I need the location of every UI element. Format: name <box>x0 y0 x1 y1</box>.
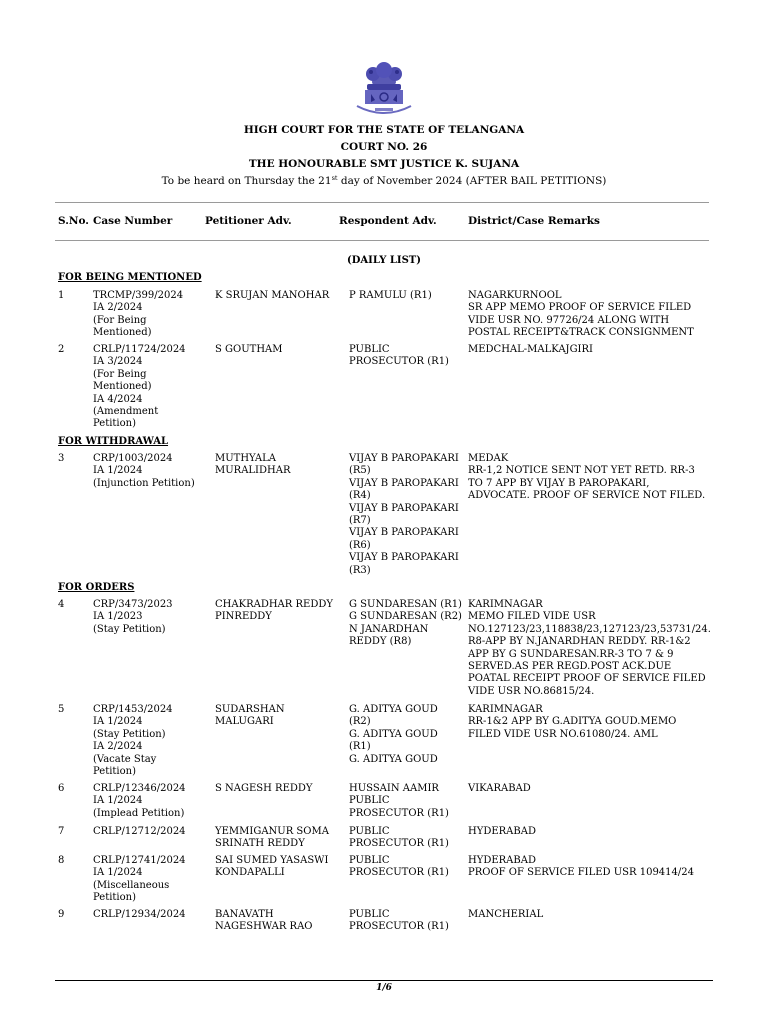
row-1-case: TRCMP/399/2024 IA 2/2024 (For Being Mentioned) <box>93 290 184 339</box>
row-1-respondent: P RAMULU (R1) <box>349 290 432 301</box>
row-6-petitioner: S NAGESH REDDY <box>215 783 313 794</box>
row-3-petitioner: MUTHYALA MURALIDHAR <box>215 453 291 477</box>
row-8-sno: 8 <box>58 855 65 866</box>
row-1-remarks: NAGARKURNOOL SR APP MEMO PROOF OF SERVICE FILED VIDE USR NO. 97726/24 ALONG WITH POSTAL RECEIPT&TRACK CONSIGNMENT <box>468 290 694 339</box>
row-5-remarks: KARIMNAGAR RR-1&2 APP BY G.ADITYA GOUD.MEMO FILED VIDE USR NO.61080/24. AML <box>468 704 677 740</box>
row-6-case: CRLP/12346/2024 IA 1/2024 (Implead Petition) <box>93 783 186 819</box>
row-7-sno: 7 <box>58 826 65 837</box>
hearing-suffix: day of November 2024 (AFTER BAIL PETITIONS) <box>337 175 607 187</box>
row-8-respondent: PUBLIC PROSECUTOR (R1) <box>349 855 449 879</box>
row-2-sno: 2 <box>58 344 65 355</box>
row-1-sno: 1 <box>58 290 65 301</box>
row-3-remarks: MEDAK RR-1,2 NOTICE SENT NOT YET RETD. RR-3 TO 7 APP BY VIJAY B PAROPAKARI, ADVOCATE. PROOF OF SERVICE NOT FILED. <box>468 453 706 502</box>
list-type: (DAILY LIST) <box>347 255 421 266</box>
court-number: COURT NO. 26 <box>340 141 428 153</box>
row-7-respondent: PUBLIC PROSECUTOR (R1) <box>349 826 449 850</box>
page-number: 1/6 <box>376 983 392 993</box>
header-top-rule <box>55 202 709 203</box>
row-4-petitioner: CHAKRADHAR REDDY PINREDDY <box>215 599 333 623</box>
header-bottom-rule <box>55 240 709 241</box>
row-4-respondent: G SUNDARESAN (R1) G SUNDARESAN (R2) N JANARDHAN REDDY (R8) <box>349 599 462 648</box>
column-petitioner: Petitioner Adv. <box>205 215 292 227</box>
row-9-remarks: MANCHERIAL <box>468 909 544 920</box>
row-3-sno: 3 <box>58 453 65 464</box>
row-7-case: CRLP/12712/2024 <box>93 826 186 837</box>
section-orders: FOR ORDERS <box>58 582 135 593</box>
row-9-case: CRLP/12934/2024 <box>93 909 186 920</box>
row-9-respondent: PUBLIC PROSECUTOR (R1) <box>349 909 449 933</box>
hearing-prefix: To be heard on Thursday the 21 <box>161 175 332 187</box>
column-remarks: District/Case Remarks <box>468 215 600 227</box>
row-4-remarks: KARIMNAGAR MEMO FILED VIDE USR NO.127123/23,118838/23,127123/23,53731/24. R8-APP BY N.JANARDHAN REDDY. RR-1&2 APP BY G SUNDARESAN.RR-3 TO 7 & 9 SERVED.AS PER REGD.POST ACK.DUE POATAL RECEIPT PROOF OF SERVICE FILED VIDE USR NO.86815/24. <box>468 599 711 697</box>
row-6-sno: 6 <box>58 783 65 794</box>
hearing-date <box>0 175 768 187</box>
row-3-case: CRP/1003/2024 IA 1/2024 (Injunction Petition) <box>93 453 195 489</box>
row-2-petitioner: S GOUTHAM <box>215 344 283 355</box>
court-name: HIGH COURT FOR THE STATE OF TELANGANA <box>243 124 525 136</box>
footer-rule <box>55 980 713 981</box>
row-2-respondent: PUBLIC PROSECUTOR (R1) <box>349 344 449 368</box>
row-7-remarks: HYDERABAD <box>468 826 536 837</box>
row-7-petitioner: YEMMIGANUR SOMA SRINATH REDDY <box>215 826 329 850</box>
row-8-remarks: HYDERABAD PROOF OF SERVICE FILED USR 109414/24 <box>468 855 694 879</box>
section-withdrawal: FOR WITHDRAWAL <box>58 436 169 447</box>
row-5-case: CRP/1453/2024 IA 1/2024 (Stay Petition) IA 2/2024 (Vacate Stay Petition) <box>93 704 173 778</box>
row-9-sno: 9 <box>58 909 65 920</box>
row-2-case: CRLP/11724/2024 IA 3/2024 (For Being Mentioned) IA 4/2024 (Amendment Petition) <box>93 344 186 430</box>
row-5-respondent: G. ADITYA GOUD (R2) G. ADITYA GOUD (R1) G. ADITYA GOUD <box>349 704 438 765</box>
row-5-sno: 5 <box>58 704 65 715</box>
column-sno: S.No. <box>58 215 89 227</box>
row-6-remarks: VIKARABAD <box>468 783 531 794</box>
row-3-respondent: VIJAY B PAROPAKARI (R5) VIJAY B PAROPAKARI (R4) VIJAY B PAROPAKARI (R7) VIJAY B PAROPAKARI (R6) VIJAY B PAROPAKARI (R3) <box>349 453 459 576</box>
section-being-mentioned: FOR BEING MENTIONED <box>58 272 202 283</box>
judge-name: THE HONOURABLE SMT JUSTICE K. SUJANA <box>248 158 520 170</box>
row-5-petitioner: SUDARSHAN MALUGARI <box>215 704 285 728</box>
row-4-case: CRP/3473/2023 IA 1/2023 (Stay Petition) <box>93 599 173 635</box>
hearing-ordinal: st <box>331 174 338 182</box>
row-9-petitioner: BANAVATH NAGESHWAR RAO <box>215 909 313 933</box>
row-1-petitioner: K SRUJAN MANOHAR <box>215 290 330 301</box>
row-8-petitioner: SAI SUMED YASASWI KONDAPALLI <box>215 855 329 879</box>
row-6-respondent: HUSSAIN AAMIR PUBLIC PROSECUTOR (R1) <box>349 783 449 819</box>
row-8-case: CRLP/12741/2024 IA 1/2024 (Miscellaneous Petition) <box>93 855 186 904</box>
national-emblem-icon <box>351 60 417 118</box>
row-2-remarks: MEDCHAL-MALKAJGIRI <box>468 344 593 355</box>
column-case-number: Case Number <box>93 215 173 227</box>
column-respondent: Respondent Adv. <box>339 215 437 227</box>
row-4-sno: 4 <box>58 599 65 610</box>
